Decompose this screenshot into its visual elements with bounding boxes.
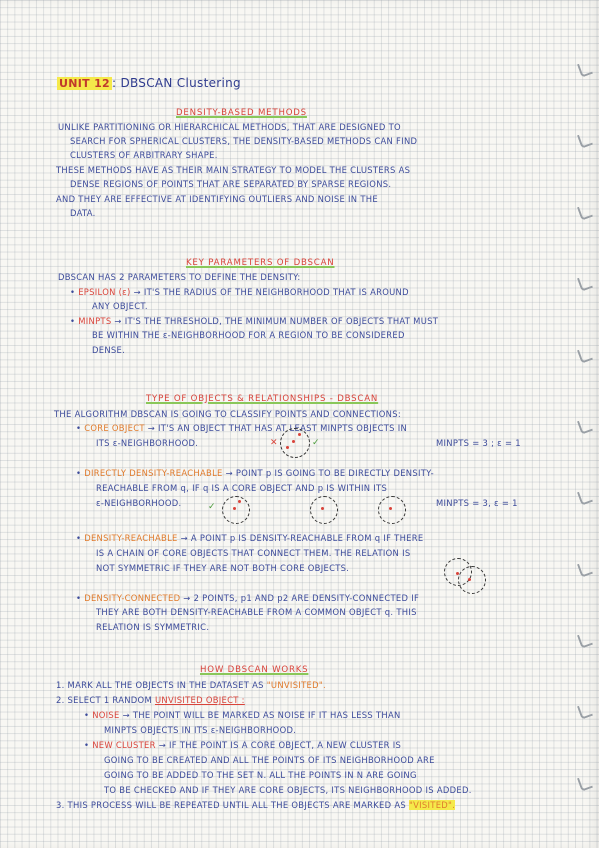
text-line: DATA.	[70, 208, 96, 218]
text-line: DENSE.	[92, 345, 126, 355]
term-dr: DENSITY-REACHABLE	[84, 533, 178, 543]
unit-label: UNIT 12	[59, 77, 110, 90]
step-1	[56, 680, 326, 690]
binder-hole	[577, 346, 593, 363]
cross-mark-icon: ✕	[270, 438, 278, 448]
point-dot	[233, 507, 236, 510]
text-line: 1. MARK ALL THE OBJECTS IN THE DATASET AS	[56, 680, 264, 690]
bullet-minpts: • MINPTS → IT'S THE THRESHOLD, THE MINIMUM NUMBER OF OBJECTS THAT MUST	[70, 316, 439, 326]
text-line: → THE POINT WILL BE MARKED AS NOISE IF IT HAS LESS THAN	[122, 710, 401, 720]
core-params: MINPTS = 3 ; ε = 1	[436, 438, 521, 448]
neighborhood-circle	[280, 428, 310, 458]
text-line: → IT'S THE THRESHOLD, THE MINIMUM NUMBER OF OBJECTS THAT MUST	[114, 316, 439, 326]
text-line: MINPTS OBJECTS IN ITS ε-NEIGHBORHOOD.	[104, 725, 297, 735]
step-3	[56, 800, 455, 810]
step-2	[56, 695, 245, 705]
check-mark-icon: ✓	[208, 502, 216, 512]
page-title	[57, 72, 241, 91]
point-dot	[389, 507, 392, 510]
text-line: UNLIKE PARTITIONING OR HIERARCHICAL METHODS, THAT ARE DESIGNED TO	[58, 122, 401, 132]
section-heading-how: HOW DBSCAN WORKS	[200, 665, 309, 675]
text-line: ITS ε-NEIGHBORHOOD.	[96, 438, 199, 448]
text-line: RELATION IS SYMMETRIC.	[96, 622, 210, 632]
text-line: DBSCAN HAS 2 PARAMETERS TO DEFINE THE DENSITY:	[58, 272, 301, 282]
text-line: BE WITHIN THE ε-NEIGHBORHOOD FOR A REGION TO BE CONSIDERED	[92, 330, 405, 340]
text-line: → IF THE POINT IS A CORE OBJECT, A NEW CLUSTER IS	[158, 740, 402, 750]
term-epsilon: EPSILON (ε)	[78, 287, 131, 297]
text-line: → A POINT p IS DENSITY-REACHABLE FROM q IF THERE	[180, 533, 424, 543]
bullet-ddr: • DIRECTLY DENSITY-REACHABLE → POINT p IS GOING TO BE DIRECTLY DENSITY-	[76, 468, 434, 478]
point-dot	[321, 507, 324, 510]
term-core: CORE OBJECT	[84, 423, 145, 433]
text-line: → IT'S THE RADIUS OF THE NEIGHBORHOOD THAT IS AROUND	[133, 287, 409, 297]
title-text: : DBSCAN Clustering	[111, 76, 241, 90]
neighborhood-circle	[458, 566, 486, 594]
point-dot	[286, 446, 289, 449]
binder-hole	[577, 774, 593, 791]
text-line: NOT SYMMETRIC IF THEY ARE NOT BOTH CORE OBJECTS.	[96, 563, 350, 573]
binder-hole	[577, 60, 593, 77]
point-dot	[292, 440, 295, 443]
binder-hole	[577, 560, 593, 577]
text-line: → POINT p IS GOING TO BE DIRECTLY DENSITY-	[225, 468, 434, 478]
underlined-term: UNVISITED OBJECT :	[154, 695, 245, 705]
text-line: ANY OBJECT.	[92, 301, 148, 311]
text-line: GOING TO BE CREATED AND ALL THE POINTS OF ITS NEIGHBORHOOD ARE	[104, 755, 435, 765]
text-line: → IT'S AN OBJECT THAT HAS AT LEAST MINPTS OBJECTS IN	[147, 423, 408, 433]
binder-hole	[577, 702, 593, 719]
text-line: CLUSTERS OF ARBITRARY SHAPE.	[70, 150, 218, 160]
text-line: → 2 POINTS, p1 AND p2 ARE DENSITY-CONNECTED IF	[183, 593, 420, 603]
bullet-epsilon: • EPSILON (ε) → IT'S THE RADIUS OF THE NEIGHBORHOOD THAT IS AROUND	[70, 287, 409, 297]
text-line: IS A CHAIN OF CORE OBJECTS THAT CONNECT THEM. THE RELATION IS	[96, 548, 411, 558]
binder-hole	[577, 131, 593, 148]
neighborhood-circle	[378, 496, 406, 524]
text-line: SEARCH FOR SPHERICAL CLUSTERS, THE DENSITY-BASED METHODS CAN FIND	[70, 136, 418, 146]
bullet-core: • CORE OBJECT → IT'S AN OBJECT THAT HAS AT LEAST MINPTS OBJECTS IN	[76, 423, 408, 433]
bullet-dc: • DENSITY-CONNECTED → 2 POINTS, p1 AND p2 ARE DENSITY-CONNECTED IF	[76, 593, 420, 603]
binder-hole	[577, 488, 593, 505]
text-line: REACHABLE FROM q, IF q IS A CORE OBJECT AND p IS WITHIN ITS	[96, 483, 388, 493]
bullet-noise: • NOISE → THE POINT WILL BE MARKED AS NOISE IF IT HAS LESS THAN	[84, 710, 401, 720]
point-dot	[468, 578, 471, 581]
neighborhood-circle	[222, 496, 250, 524]
point-dot	[298, 433, 301, 436]
quoted-term: "UNVISITED".	[266, 680, 326, 690]
text-line: DENSE REGIONS OF POINTS THAT ARE SEPARATED BY SPARSE REGIONS.	[70, 179, 392, 189]
quoted-term: "VISITED".	[408, 800, 456, 810]
bullet-new-cluster: • NEW CLUSTER → IF THE POINT IS A CORE OBJECT, A NEW CLUSTER IS	[84, 740, 402, 750]
bullet-dr: • DENSITY-REACHABLE → A POINT p IS DENSITY-REACHABLE FROM q IF THERE	[76, 533, 424, 543]
section-heading-density: DENSITY-BASED METHODS	[176, 108, 307, 118]
term-noise: NOISE	[92, 710, 120, 720]
text-line: ε-NEIGHBORHOOD.	[96, 498, 182, 508]
term-dc: DENSITY-CONNECTED	[84, 593, 181, 603]
binder-hole	[577, 631, 593, 648]
binder-hole	[577, 274, 593, 291]
term-minpts: MINPTS	[78, 316, 112, 326]
ddr-params: MINPTS = 3, ε = 1	[436, 498, 518, 508]
text-line: 3. THIS PROCESS WILL BE REPEATED UNTIL ALL THE OBJECTS ARE MARKED AS	[56, 800, 406, 810]
text-line: THE ALGORITHM DBSCAN IS GOING TO CLASSIFY POINTS AND CONNECTIONS:	[54, 409, 401, 419]
text-line: GOING TO BE ADDED TO THE SET N. ALL THE POINTS IN N ARE GOING	[104, 770, 417, 780]
term-new-cluster: NEW CLUSTER	[92, 740, 156, 750]
text-line: THESE METHODS HAVE AS THEIR MAIN STRATEGY TO MODEL THE CLUSTERS AS	[56, 165, 411, 175]
section-heading-params: KEY PARAMETERS OF DBSCAN	[186, 258, 335, 268]
section-heading-objects: TYPE OF OBJECTS & RELATIONSHIPS - DBSCAN	[146, 394, 379, 404]
point-dot	[456, 572, 459, 575]
text-line: AND THEY ARE EFFECTIVE AT IDENTIFYING OUTLIERS AND NOISE IN THE	[56, 194, 378, 204]
neighborhood-circle	[310, 496, 338, 524]
term-ddr: DIRECTLY DENSITY-REACHABLE	[84, 468, 223, 478]
point-dot	[238, 500, 241, 503]
check-mark-icon: ✓	[312, 438, 320, 448]
text-line: TO BE CHECKED AND IF THEY ARE CORE OBJECTS, ITS NEIGHBORHOOD IS ADDED.	[104, 785, 472, 795]
binder-hole	[577, 417, 593, 434]
binder-hole	[577, 203, 593, 220]
text-line: THEY ARE BOTH DENSITY-REACHABLE FROM A COMMON OBJECT q. THIS	[96, 607, 417, 617]
text-line: 2. SELECT 1 RANDOM	[56, 695, 152, 705]
